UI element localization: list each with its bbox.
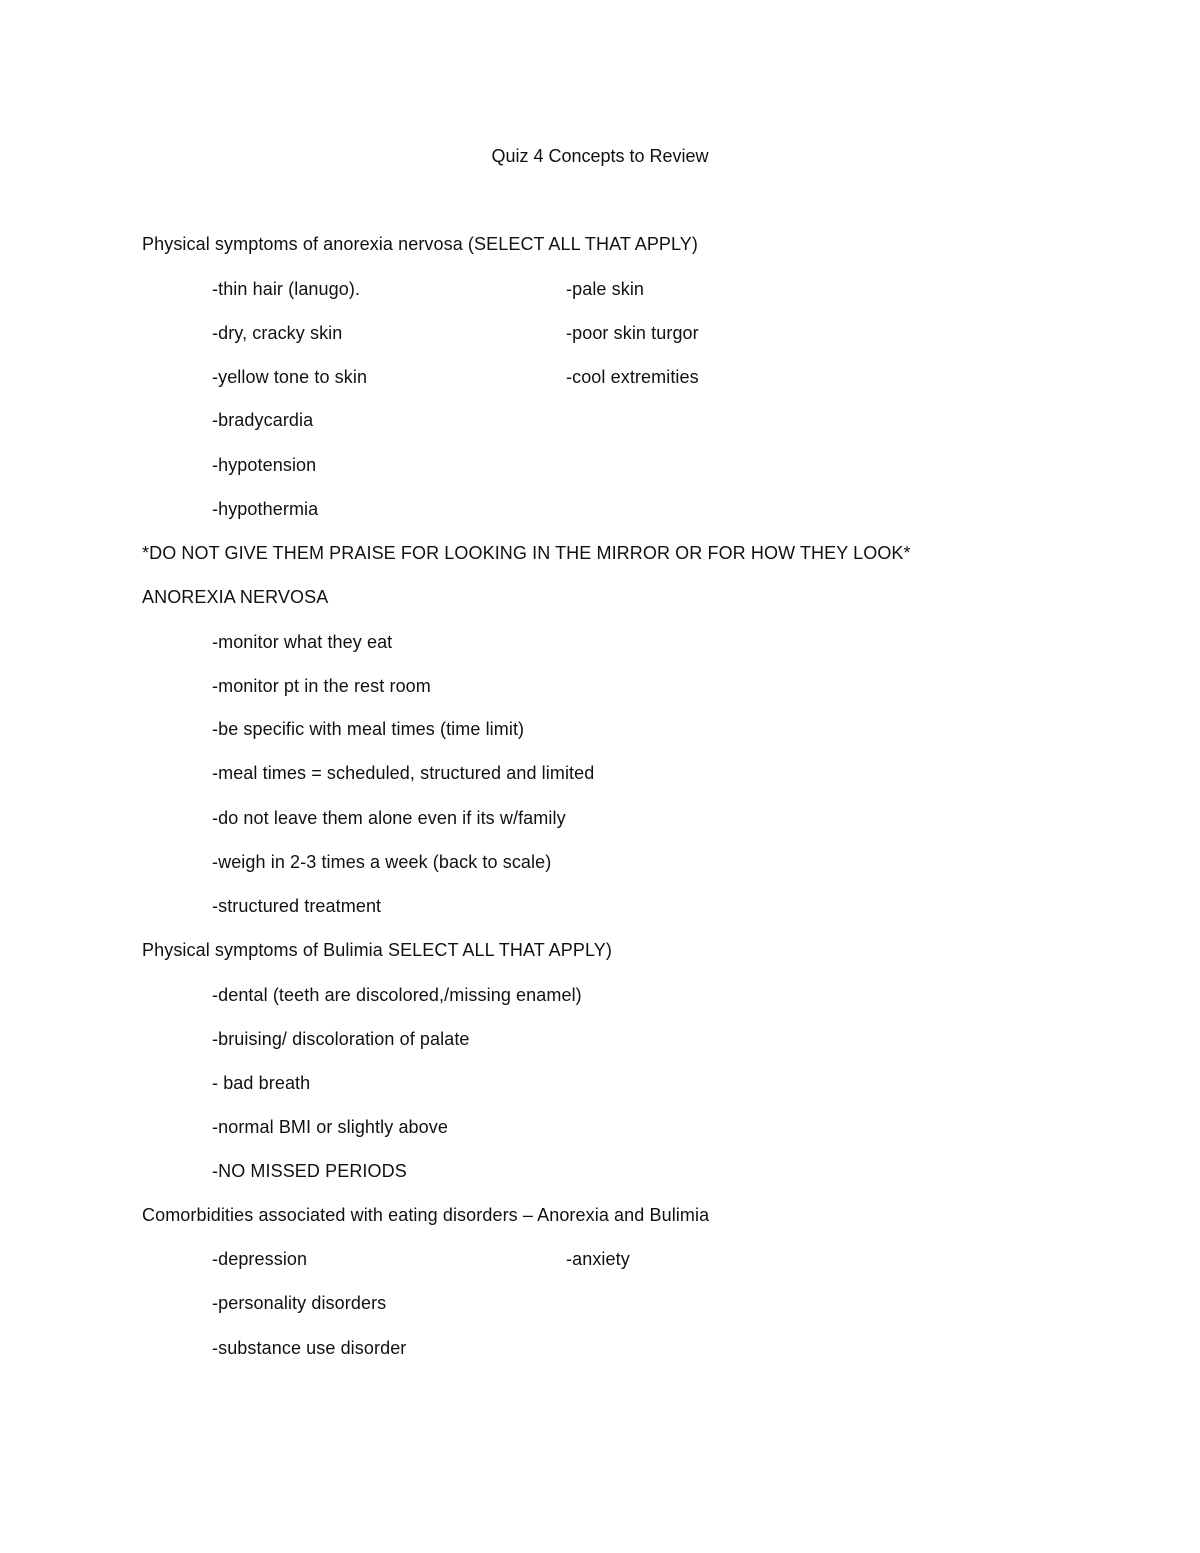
list-item: -personality disorders bbox=[212, 1293, 387, 1313]
anorexia-care-heading: ANOREXIA NERVOSA bbox=[142, 587, 329, 607]
list-item: -bruising/ discoloration of palate bbox=[212, 1029, 470, 1049]
list-item: -normal BMI or slightly above bbox=[212, 1117, 448, 1137]
list-item: -monitor what they eat bbox=[212, 632, 393, 652]
praise-warning: *DO NOT GIVE THEM PRAISE FOR LOOKING IN THE MIRROR OR FOR HOW THEY LOOK* bbox=[142, 543, 911, 563]
list-item: -thin hair (lanugo). bbox=[212, 279, 361, 299]
list-item: -dry, cracky skin bbox=[212, 323, 343, 343]
list-item: -be specific with meal times (time limit) bbox=[212, 719, 525, 739]
anorexia-symptoms-heading: Physical symptoms of anorexia nervosa (SELECT ALL THAT APPLY) bbox=[142, 234, 699, 254]
list-item: -dental (teeth are discolored,/missing enamel) bbox=[212, 985, 582, 1005]
list-item: -pale skin bbox=[566, 279, 645, 299]
list-item: - bad breath bbox=[212, 1073, 311, 1093]
list-item: -anxiety bbox=[566, 1249, 630, 1269]
list-item: -hypothermia bbox=[212, 499, 319, 519]
list-item: -structured treatment bbox=[212, 896, 382, 916]
list-item: -bradycardia bbox=[212, 410, 314, 430]
list-item: -weigh in 2-3 times a week (back to scale) bbox=[212, 852, 552, 872]
list-item: -NO MISSED PERIODS bbox=[212, 1161, 407, 1181]
list-item: -depression bbox=[212, 1249, 308, 1269]
bulimia-symptoms-heading: Physical symptoms of Bulimia SELECT ALL THAT APPLY) bbox=[142, 940, 612, 960]
list-item: -hypotension bbox=[212, 455, 317, 475]
list-item: -do not leave them alone even if its w/family bbox=[212, 808, 566, 828]
list-item: -meal times = scheduled, structured and limited bbox=[212, 763, 595, 783]
list-item: -substance use disorder bbox=[212, 1338, 407, 1358]
list-item: -cool extremities bbox=[566, 367, 699, 387]
list-item: -poor skin turgor bbox=[566, 323, 699, 343]
list-item: -yellow tone to skin bbox=[212, 367, 368, 387]
list-item: -monitor pt in the rest room bbox=[212, 676, 431, 696]
page-title: Quiz 4 Concepts to Review bbox=[491, 146, 709, 166]
comorbidities-heading: Comorbidities associated with eating disorders – Anorexia and Bulimia bbox=[142, 1205, 710, 1225]
